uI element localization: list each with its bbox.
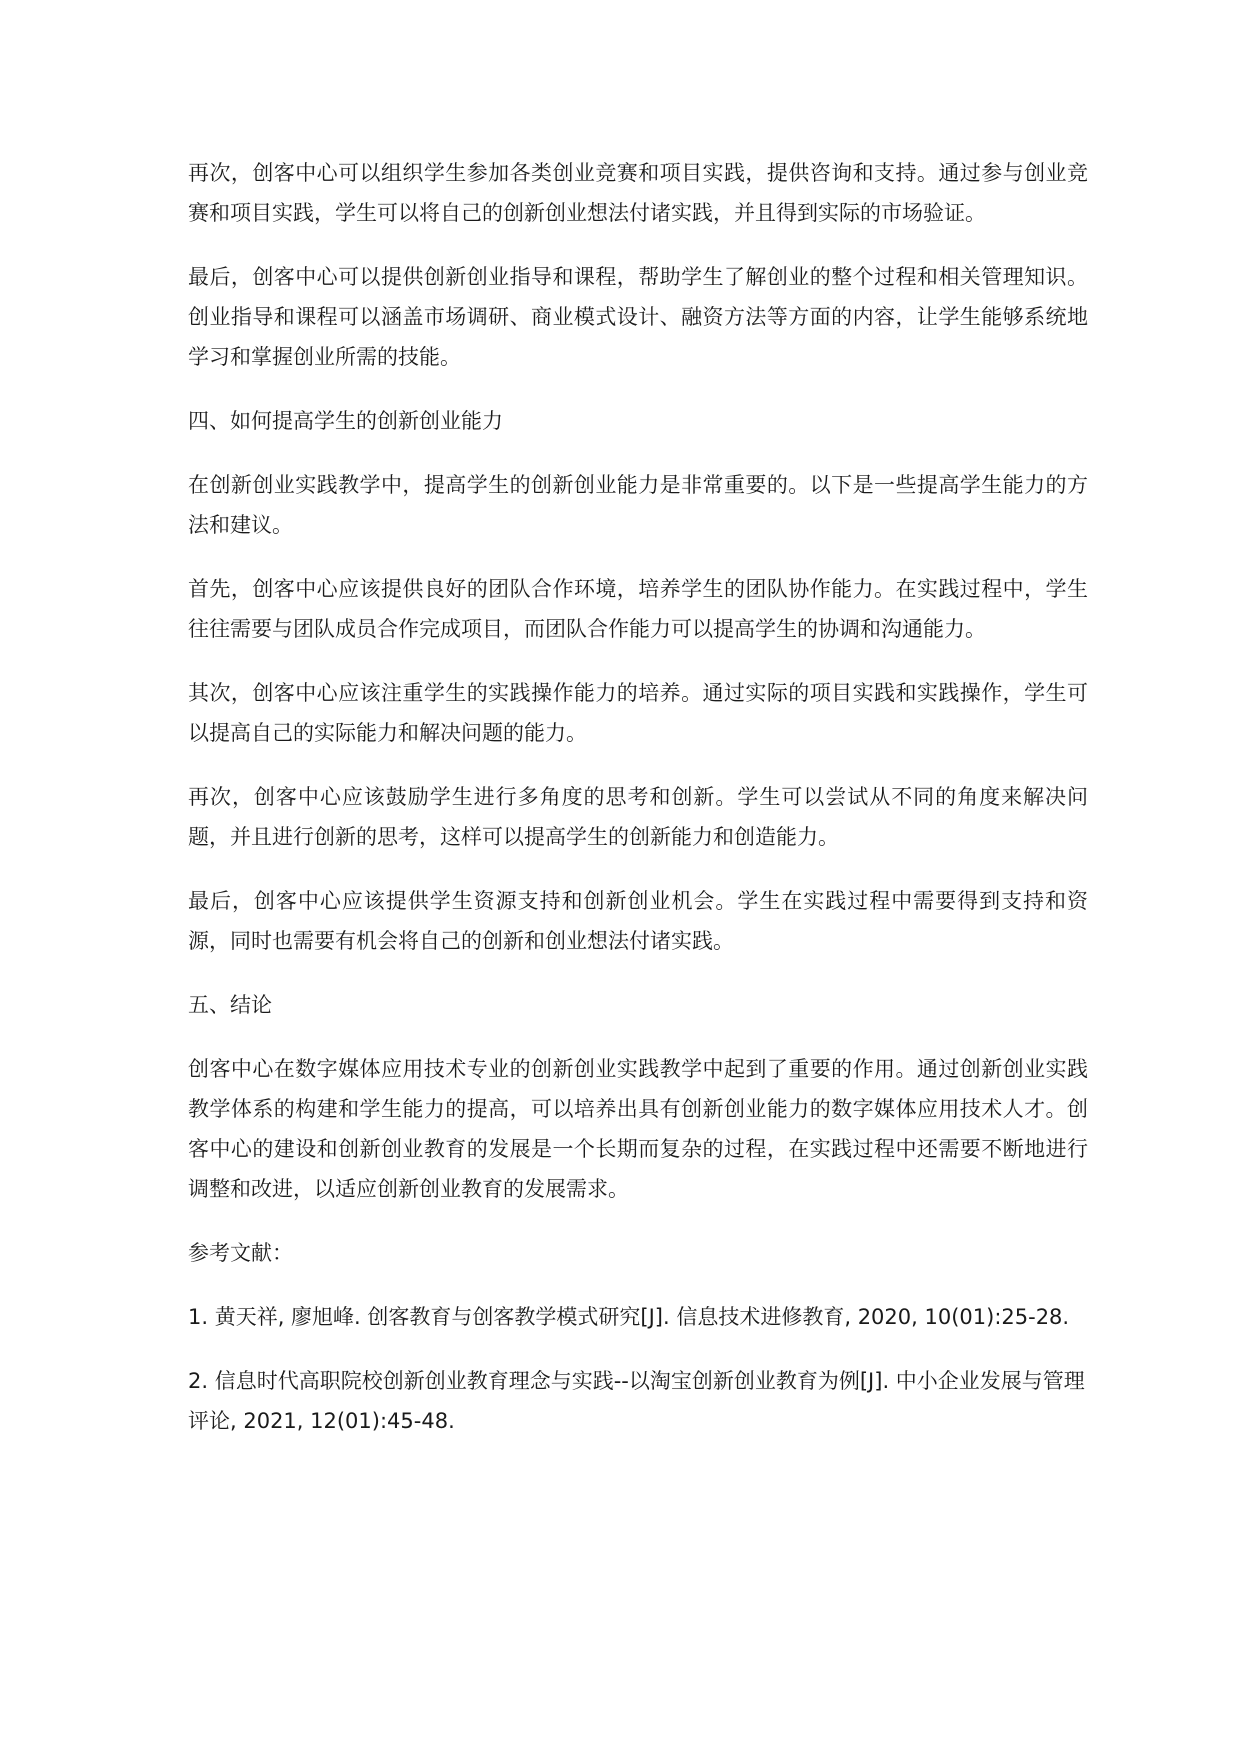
- paragraph: 在创新创业实践教学中，提高学生的创新创业能力是非常重要的。以下是一些提高学生能力的方法和建议。: [188, 473, 1088, 537]
- references-heading: 参考文献：: [188, 1241, 293, 1265]
- document-body: [188, 153, 1088, 1465]
- paragraph: 再次，创客中心可以组织学生参加各类创业竞赛和项目实践，提供咨询和支持。通过参与创业竞赛和项目实践，学生可以将自己的创新创业想法付诸实践，并且得到实际的市场验证。: [188, 161, 1088, 225]
- section-heading: 四、如何提高学生的创新创业能力: [188, 409, 503, 433]
- section-heading: 五、结论: [188, 993, 272, 1017]
- reference-item: 1. 黄天祥, 廖旭峰. 创客教育与创客教学模式研究[J]. 信息技术进修教育, 2020, 10(01):25-28.: [188, 1305, 1070, 1329]
- paragraph: 再次，创客中心应该鼓励学生进行多角度的思考和创新。学生可以尝试从不同的角度来解决问题，并且进行创新的思考，这样可以提高学生的创新能力和创造能力。: [188, 785, 1088, 849]
- paragraph: 最后，创客中心可以提供创新创业指导和课程，帮助学生了解创业的整个过程和相关管理知识。创业指导和课程可以涵盖市场调研、商业模式设计、融资方法等方面的内容，让学生能够系统地学习和掌握创业所需的技能。: [188, 265, 1088, 369]
- paragraph: 首先，创客中心应该提供良好的团队合作环境，培养学生的团队协作能力。在实践过程中，学生往往需要与团队成员合作完成项目，而团队合作能力可以提高学生的协调和沟通能力。: [188, 577, 1088, 641]
- paragraph: 其次，创客中心应该注重学生的实践操作能力的培养。通过实际的项目实践和实践操作，学生可以提高自己的实际能力和解决问题的能力。: [188, 681, 1088, 745]
- reference-item: 2. 信息时代高职院校创新创业教育理念与实践--以淘宝创新创业教育为例[J]. 中小企业发展与管理评论, 2021, 12(01):45-48.: [188, 1369, 1085, 1433]
- paragraph: 最后，创客中心应该提供学生资源支持和创新创业机会。学生在实践过程中需要得到支持和资源，同时也需要有机会将自己的创新和创业想法付诸实践。: [188, 889, 1088, 953]
- paragraph: 创客中心在数字媒体应用技术专业的创新创业实践教学中起到了重要的作用。通过创新创业实践教学体系的构建和学生能力的提高，可以培养出具有创新创业能力的数字媒体应用技术人才。创客中心的建设和创新创业教育的发展是一个长期而复杂的过程，在实践过程中还需要不断地进行调整和改进，以适应创新创业教育的发展需求。: [188, 1057, 1088, 1201]
